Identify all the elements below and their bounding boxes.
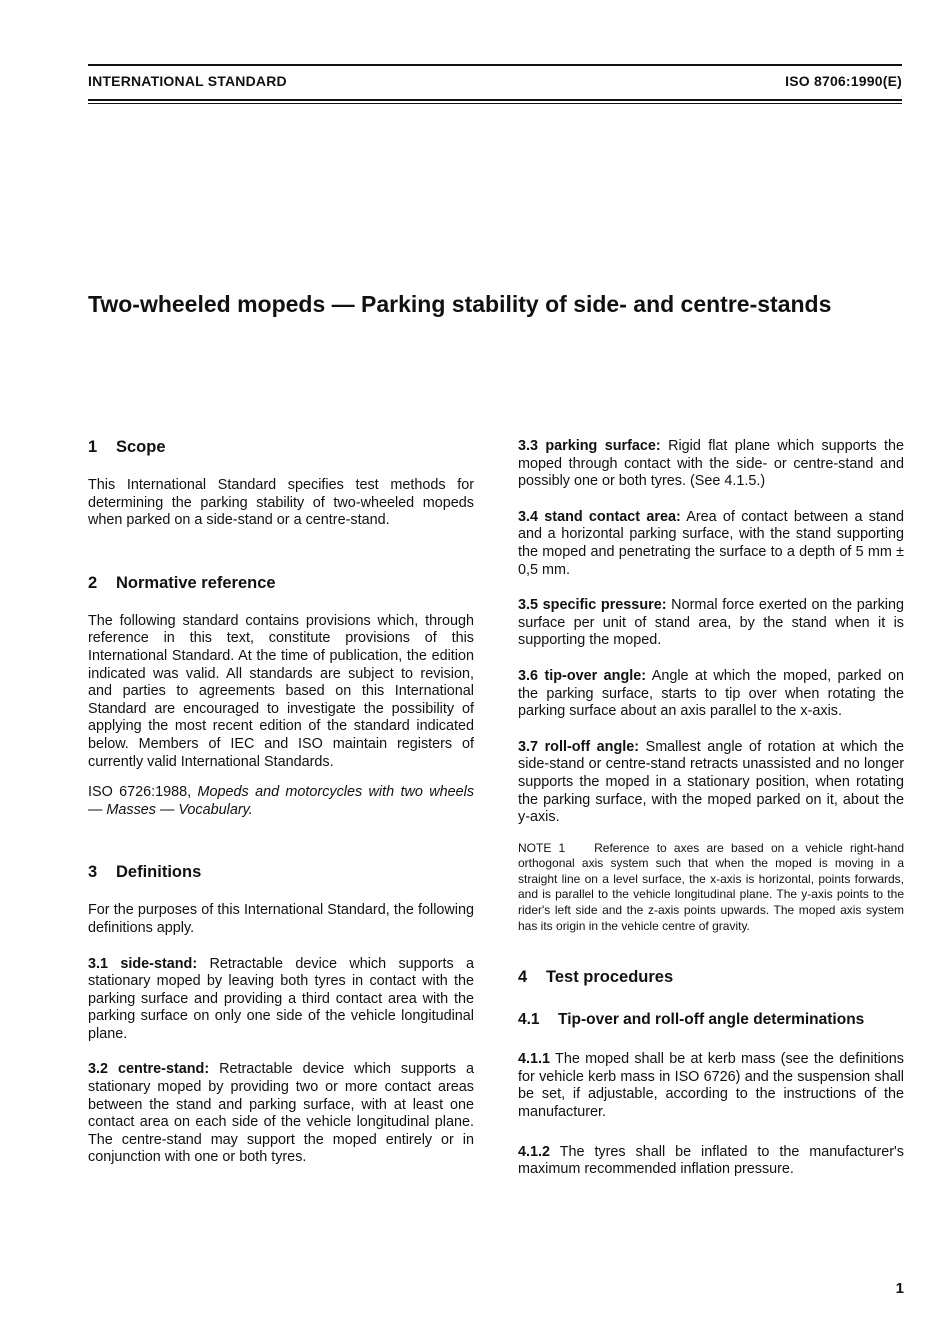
definition-3-6: 3.6 tip-over angle: Angle at which the moped, parked on the parking surface, starts to tip over when rotating the parking surface about an axis parallel to the x-axis. — [518, 667, 904, 720]
left-column — [88, 438, 474, 1167]
normative-text: The following standard contains provisions which, through reference in this text, constitute provisions of this International Standard. At the time of publication, the edition indicated was valid. All standards are subject to revision, and parties to agreements based on this International Standard are encouraged to investigate the possibility of applying the most recent edition of the standard indicated below. Members of IEC and ISO maintain registers of currently valid International Standards. — [88, 612, 474, 770]
header-top-rule — [88, 64, 902, 66]
definitions-intro: For the purposes of this International Standard, the following definitions apply. — [88, 902, 474, 936]
section-4-heading: 4 Test procedures — [518, 968, 674, 987]
header-bottom-rule-thin — [88, 103, 902, 104]
definition-3-1: 3.1 side-stand: Retractable device which supports a stationary moped by leaving both tyres in contact with the parking surface and providing a third contact area with the parking surface on only one side of the vehicle longitudinal plane. — [88, 955, 475, 1042]
definition-3-7: 3.7 roll-off angle: Smallest angle of rotation at which the side-stand or centre-stand retracts unassisted and no longer supports the moped in a stationary position, when rotating the parking surface, with the moped parked on it, about the y-axis. — [518, 738, 905, 826]
right-column — [518, 438, 904, 1179]
header-right: ISO 8706:1990(E) — [785, 73, 902, 89]
section-2-heading: 2 Normative reference — [88, 573, 276, 592]
definition-3-4: 3.4 stand contact area: Area of contact between a stand and a horizontal parking surface, with the stand supporting the moped and penetrating the surface to a depth of 5 mm ± 0,5 mm. — [518, 508, 904, 578]
document-title: Two-wheeled mopeds — Parking stability of side- and centre-stands — [88, 291, 832, 317]
note-1: NOTE 1 Reference to axes are based on a vehicle right-hand orthogonal axis system such that when the moped is moving in a straight line on a level surface, the x-axis is horizontal, points forwards, and is parallel to the vehicle longitudinal plane. The y-axis points to the rider's left side and the z-axis points upwards. The moped axis system has its origin in the vehicle centre of gravity. — [518, 840, 905, 933]
section-4-1-heading: 4.1 Tip-over and roll-off angle determinations — [518, 1011, 865, 1029]
paragraph-4-1-2: 4.1.2 The tyres shall be inflated to the manufacturer's maximum recommended inflation pressure. — [518, 1143, 904, 1178]
page-number: 1 — [895, 1280, 904, 1297]
definition-3-2: 3.2 centre-stand: Retractable device which supports a stationary moped by providing two or more contact areas between the stand and parking surface, with at least one contact area on each side of the vehicle longitudinal plane. The centre-stand may support the moped entirely or in conjunction with one or both tyres. — [88, 1061, 475, 1166]
header-left: INTERNATIONAL STANDARD — [88, 73, 287, 89]
scope-text: This International Standard specifies test methods for determining the parking stability of two-wheeled mopeds when parked on a side-stand or a centre-stand. — [88, 477, 474, 529]
definition-3-3: 3.3 parking surface: Rigid flat plane which supports the moped through contact with the side- or centre-stand and possibly one or both tyres. (See 4.1.5.) — [518, 438, 905, 490]
definition-3-5: 3.5 specific pressure: Normal force exerted on the parking surface per unit of stand area, by the stand when it is supporting the moped. — [518, 597, 905, 649]
section-3-heading: 3 Definitions — [88, 863, 202, 882]
normative-reference: ISO 6726:1988, Mopeds and motorcycles with two wheels — Masses — Vocabulary. — [88, 784, 475, 818]
header-bottom-rule — [88, 99, 902, 101]
section-1-heading: 1 Scope — [88, 438, 166, 456]
paragraph-4-1-1: 4.1.1 The moped shall be at kerb mass (see the definitions for vehicle kerb mass in ISO 6726) and the suspension shall be set, if adjustable, according to the instructions of the manufacturer. — [518, 1051, 904, 1121]
